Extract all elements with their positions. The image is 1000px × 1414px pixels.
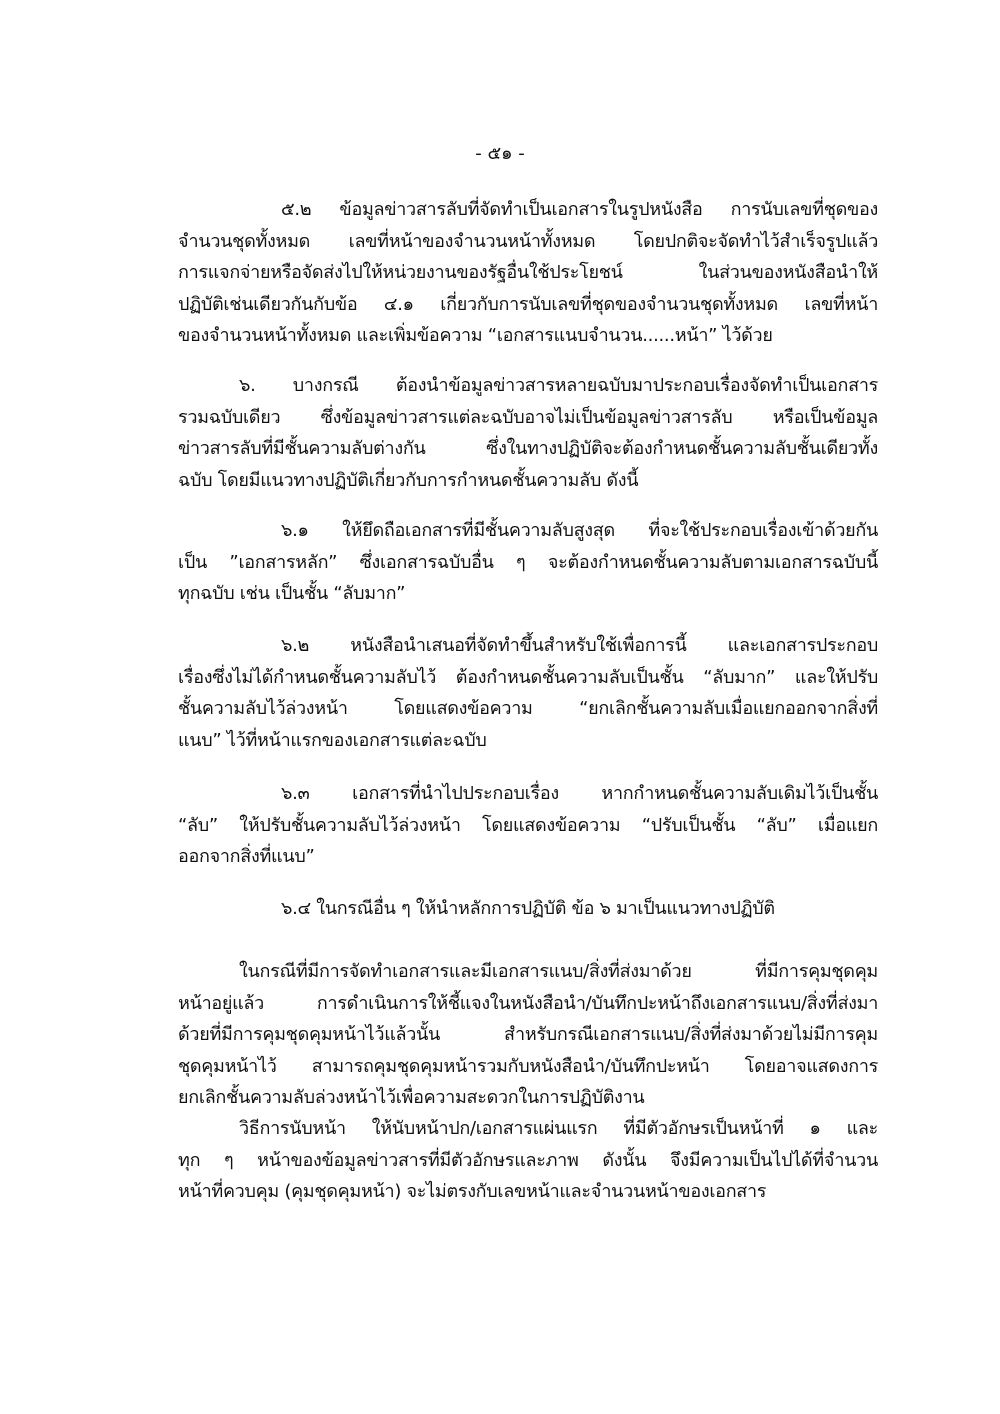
paragraph-line: ยกเลิกชั้นความลับล่วงหน้าไว้เพื่อความสะดวกในการปฏิบัติงาน [178,1087,645,1108]
paragraph-line: ออกจากสิ่งที่แนบ” [178,846,315,867]
paragraph-line: ๖.๓ เอกสารที่นำไปประกอบเรื่อง หากกำหนดชั้นความลับเดิมไว้เป็นชั้น [281,783,878,804]
paragraph-line: การแจกจ่ายหรือจัดส่งไปให้หน่วยงานของรัฐอื่นใช้ประโยชน์ ในส่วนของหนังสือนำให้ [178,262,878,283]
paragraph-line: แนบ” ไว้ที่หน้าแรกของเอกสารแต่ละฉบับ [178,729,487,751]
paragraph-line: ข่าวสารลับที่มีชั้นความลับต่างกัน ซึ่งในทางปฏิบัติจะต้องกำหนดชั้นความลับชั้นเดียวทั้ง [178,438,878,459]
paragraph-line: ปฏิบัติเช่นเดียวกันกับข้อ ๔.๑ เกี่ยวกับการนับเลขที่ชุดของจำนวนชุดทั้งหมด เลขที่หน้า [178,293,878,315]
paragraph-line: ของจำนวนหน้าทั้งหมด และเพิ่มข้อความ “เอกสารแนบจำนวน......หน้า” ไว้ด้วย [178,325,773,346]
paragraph-line: ชุดคุมหน้าไว้ สามารถคุมชุดคุมหน้ารวมกับหนังสือนำ/บันทึกปะหน้า โดยอาจแสดงการ [178,1055,878,1077]
paragraph-line: ๖.๒ หนังสือนำเสนอที่จัดทำขึ้นสำหรับใช้เพื่อการนี้ และเอกสารประกอบ [281,635,878,656]
paragraph-line: จำนวนชุดทั้งหมด เลขที่หน้าของจำนวนหน้าทั้งหมด โดยปกติจะจัดทำไว้สำเร็จรูปแล้ว [178,230,878,252]
paragraph-6-4 [178,893,878,925]
paragraph-6-3 [178,778,878,873]
paragraph-page-counting [178,1113,878,1208]
paragraph-line: ด้วยที่มีการคุมชุดคุมหน้าไว้แล้วนั้น สำหรับกรณีเอกสารแนบ/สิ่งที่ส่งมาด้วยไม่มีการคุม [178,1024,878,1045]
paragraph-line: รวมฉบับเดียว ซึ่งข้อมูลข่าวสารแต่ละฉบับอาจไม่เป็นข้อมูลข่าวสารลับ หรือเป็นข้อมูล [178,406,878,428]
paragraph-line: ทุกฉบับ เช่น เป็นชั้น “ลับมาก” [178,583,406,604]
paragraph-line: ๖. บางกรณี ต้องนำข้อมูลข่าวสารหลายฉบับมาประกอบเรื่องจัดทำเป็นเอกสาร [239,375,878,396]
paragraph-line: ๖.๔ ในกรณีอื่น ๆ ให้นำหลักการปฏิบัติ ข้อ ๖ มาเป็นแนวทางปฏิบัติ [281,898,775,919]
paragraph-line: วิธีการนับหน้า ให้นับหน้าปก/เอกสารแผ่นแรก ที่มีตัวอักษรเป็นหน้าที่ ๑ และ [239,1118,878,1139]
paragraph-line: หน้าที่ควบคุม (คุมชุดคุมหน้า) จะไม่ตรงกับเลขหน้าและจำนวนหน้าของเอกสาร [178,1181,767,1202]
paragraph-line: เรื่องซึ่งไม่ได้กำหนดชั้นความลับไว้ ต้องกำหนดชั้นความลับเป็นชั้น “ลับมาก” และให้ปรับ [178,666,878,688]
paragraph-line: เป็น ”เอกสารหลัก” ซึ่งเอกสารฉบับอื่น ๆ จะต้องกำหนดชั้นความลับตามเอกสารฉบับนี้ [178,551,878,573]
paragraph-line: “ลับ” ให้ปรับชั้นความลับไว้ล่วงหน้า โดยแสดงข้อความ “ปรับเป็นชั้น “ลับ” เมื่อแยก [178,814,878,836]
paragraph-line: ในกรณีที่มีการจัดทำเอกสารและมีเอกสารแนบ/สิ่งที่ส่งมาด้วย ที่มีการคุมชุดคุม [239,961,878,982]
paragraph-line: ๖.๑ ให้ยึดถือเอกสารที่มีชั้นความลับสูงสุด ที่จะใช้ประกอบเรื่องเข้าด้วยกัน [281,520,878,541]
paragraph-5-2 [178,194,878,352]
paragraph-6 [178,370,878,496]
paragraph-6-1 [178,515,878,610]
paragraph-line: หน้าอยู่แล้ว การดำเนินการให้ชี้แจงในหนังสือนำ/บันทึกปะหน้าถึงเอกสารแนบ/สิ่งที่ส่งมา [178,992,878,1014]
paragraph-line: ๕.๒ ข้อมูลข่าวสารลับที่จัดทำเป็นเอกสารในรูปหนังสือ การนับเลขที่ชุดของ [281,199,878,220]
paragraph-6-2 [178,630,878,756]
page-number: - ๕๑ - [475,143,525,164]
paragraph-note [178,956,878,1114]
paragraph-line: ทุก ๆ หน้าของข้อมูลข่าวสารที่มีตัวอักษรและภาพ ดังนั้น จึงมีความเป็นไปได้ที่จำนวน [178,1149,878,1171]
paragraph-line: ฉบับ โดยมีแนวทางปฏิบัติเกี่ยวกับการกำหนดชั้นความลับ ดังนี้ [178,469,639,491]
paragraph-line: ชั้นความลับไว้ล่วงหน้า โดยแสดงข้อความ “ยกเลิกชั้นความลับเมื่อแยกออกจากสิ่งที่ [178,698,878,719]
